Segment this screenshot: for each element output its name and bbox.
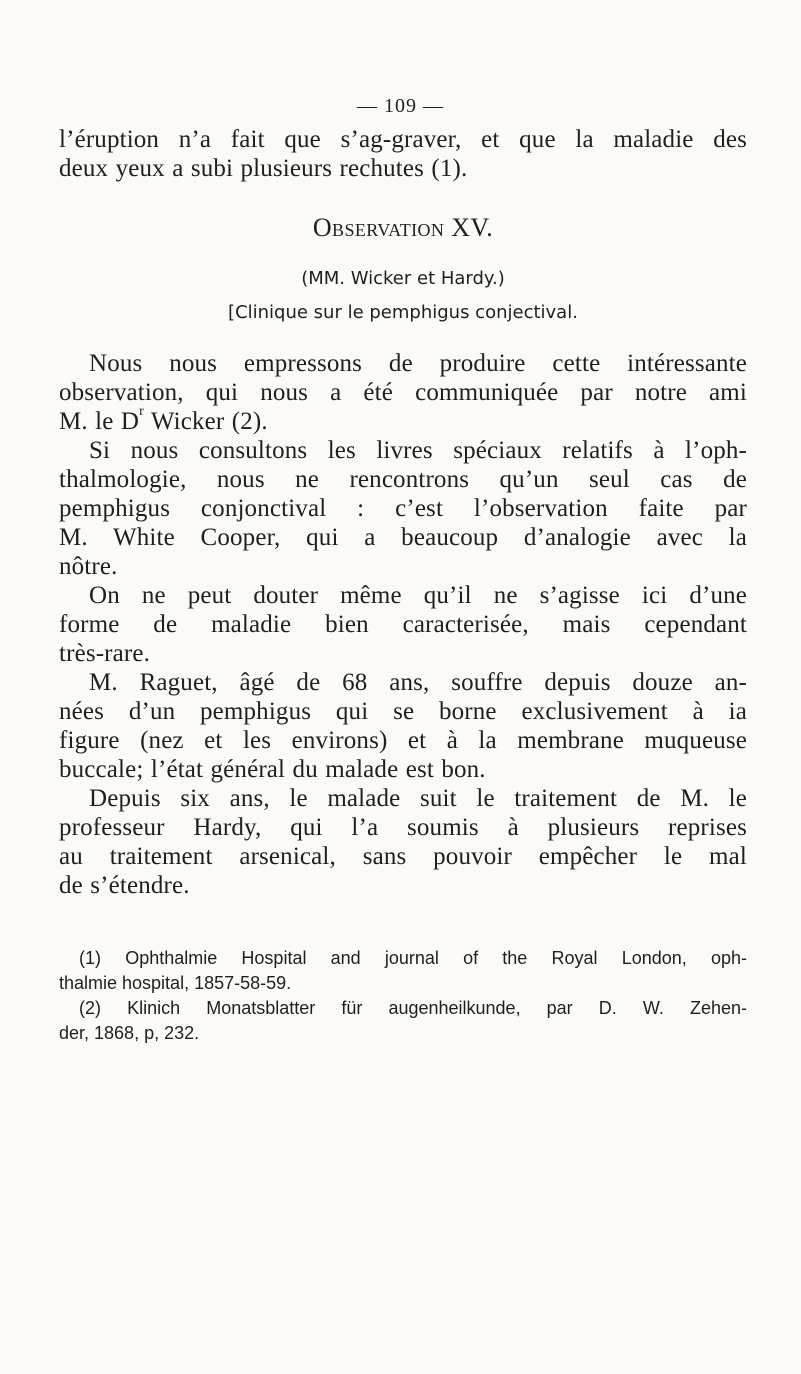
paragraph-line: très-rare. [59,640,151,667]
footnote-line: (2) Klinich Monatsblatter für augenheilkunde, par D. W. Zehen- [79,998,747,1018]
doctor-name: Wicker (2). [143,408,268,435]
paragraph-line: thalmologie, nous ne rencontrons qu’un seul cas de [59,466,747,493]
paragraph-line: nées d’un pemphigus qui se borne exclusivement à ia [59,698,747,725]
paragraph-line: buccale; l’état général du malade est bon. [59,756,486,783]
page-number: — 109 — [357,95,444,117]
footnote-line: (1) Ophthalmie Hospital and journal of the Royal London, oph- [79,948,747,968]
paragraph-line: figure (nez et les environs) et à la membrane muqueuse [59,727,747,754]
paragraph-line: Nous nous empressons de produire cette intéressante [89,350,747,377]
paragraph-line: au traitement arsenical, sans pouvoir empêcher le mal [59,843,747,870]
paragraph-line [59,404,747,436]
observation-authors: (MM. Wicker et Hardy.) [301,268,505,289]
paragraph-line: M. Raguet, âgé de 68 ans, souffre depuis douze an- [89,669,747,696]
page-content [59,125,747,1046]
paragraph-line: de s’étendre. [59,872,190,899]
paragraph-line: professeur Hardy, qui l’a soumis à plusieurs reprises [59,814,747,841]
paragraph-line: Depuis six ans, le malade suit le traitement de M. le [89,785,747,812]
observation-title: Observation XV. [312,213,494,242]
paragraph-line: l’éruption n’a fait que s’ag-graver, et que la maladie des [59,126,747,153]
paragraph-line: pemphigus conjonctival : c’est l’observation faite par [59,495,747,522]
footnote-line: der, 1868, p, 232. [59,1023,200,1043]
paragraph-line: nôtre. [59,553,118,580]
doctor-abbrev: M. le D [59,408,140,435]
doctor-superscript: r [139,404,144,419]
paragraph-line: observation, qui nous a été communiquée par notre ami [59,379,747,406]
footnote-line: thalmie hospital, 1857-58-59. [59,973,292,993]
observation-clinic: [Clinique sur le pemphigus conjectival. [228,302,578,323]
paragraph-line: Si nous consultons les livres spéciaux relatifs à l’oph- [89,437,747,464]
paragraph-line: deux yeux a subi plusieurs rechutes (1). [59,155,468,182]
paragraph-line: forme de maladie bien caracterisée, mais cependant [59,611,747,638]
footnotes [59,946,747,1046]
paragraph-line: M. White Cooper, qui a beaucoup d’analogie avec la [59,524,747,551]
paragraph-line: On ne peut douter même qu’il ne s’agisse ici d’une [89,582,747,609]
